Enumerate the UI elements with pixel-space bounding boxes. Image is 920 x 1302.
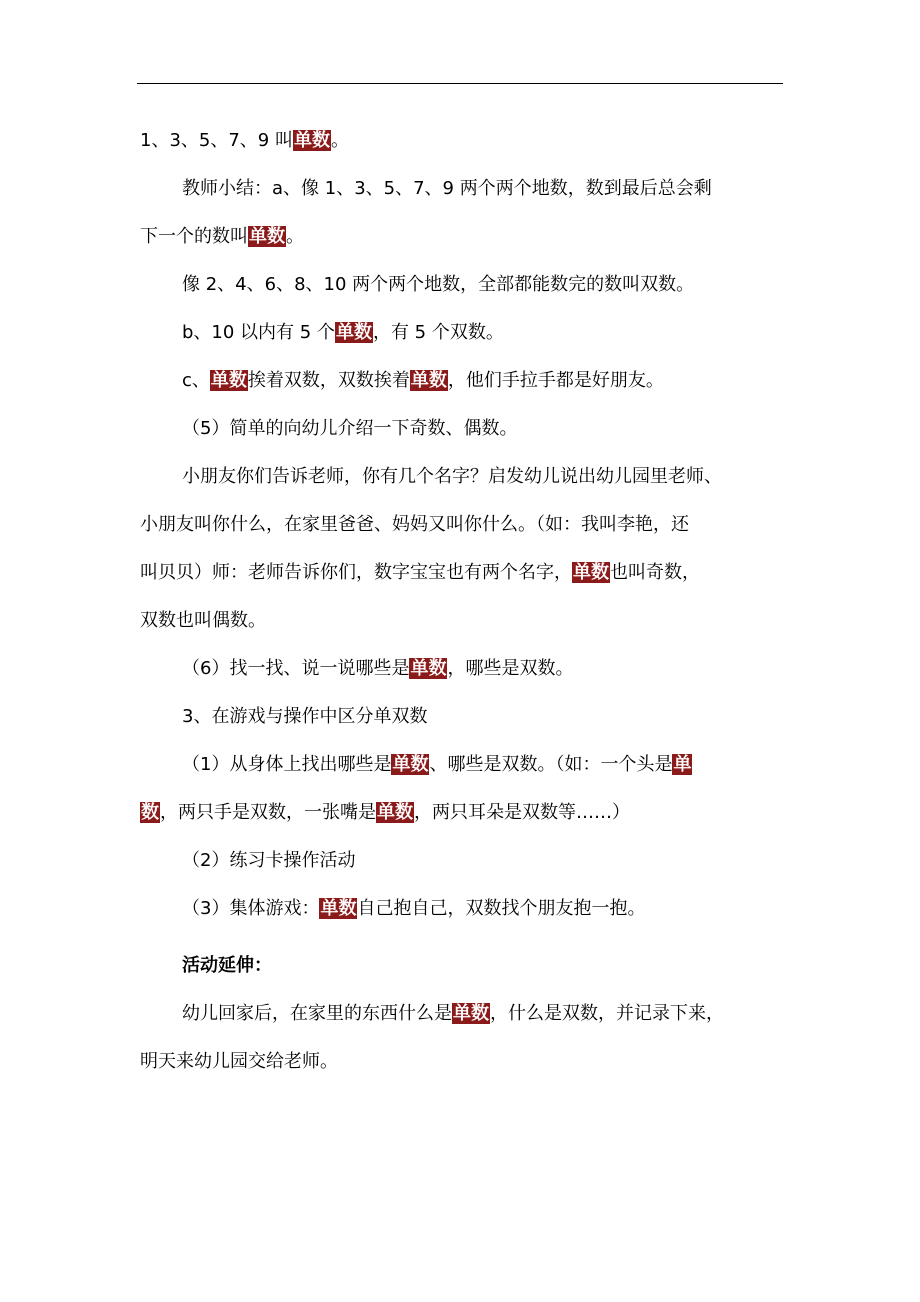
paragraph-line (140, 1038, 785, 1086)
heading-text: 活动延伸： (182, 955, 272, 976)
section-heading (140, 942, 785, 990)
text-run: 3、在游戏与操作中区分单双数 (182, 706, 428, 727)
text-run: （2）练习卡操作活动 (182, 850, 356, 871)
highlighted-term: 单数 (410, 370, 447, 391)
text-run: 教师小结：a、像 1、3、5、7、9 两个两个地数，数到最后总会剩 (182, 178, 712, 199)
spacer (140, 933, 785, 942)
text-run: （1）从身体上找出哪些是 (182, 754, 392, 775)
paragraph-line (140, 357, 785, 405)
text-run: （6）找一找、说一说哪些是 (182, 658, 410, 679)
paragraph-line (140, 885, 785, 933)
paragraph-line (140, 837, 785, 885)
paragraph-line (140, 261, 785, 309)
highlighted-term: 单数 (320, 898, 357, 919)
highlighted-term-second-char: 数 (141, 802, 159, 823)
text-run: ，他们手拉手都是好朋友。 (447, 370, 664, 391)
text-run: 小朋友叫你什么，在家里爸爸、妈妈又叫你什么。（如：我叫李艳，还 (140, 514, 689, 535)
text-run: 挨着双数，双数挨着 (247, 370, 410, 391)
highlighted-term: 单数 (210, 370, 247, 391)
text-run: （3）集体游戏： (182, 898, 320, 919)
paragraph-line (140, 213, 785, 261)
text-run: 幼儿回家后，在家里的东西什么是 (182, 1003, 452, 1024)
text-run: ，有 5 个双数。 (372, 322, 504, 343)
text-run: 像 2、4、6、8、10 两个两个地数，全部都能数完的数叫双数。 (182, 274, 695, 295)
document-body (140, 117, 785, 1086)
paragraph-line (140, 405, 785, 453)
highlighted-term: 单数 (392, 754, 429, 775)
text-run: 双数也叫偶数。 (140, 610, 266, 631)
paragraph-line (140, 165, 785, 213)
paragraph-line (140, 693, 785, 741)
paragraph-line (140, 453, 785, 501)
text-run: ，什么是双数，并记录下来， (490, 1003, 724, 1024)
paragraph-line (140, 549, 785, 597)
paragraph-line (140, 741, 785, 789)
text-run: 1、3、5、7、9 叫 (140, 130, 293, 151)
highlighted-term: 单数 (410, 658, 447, 679)
text-run: （5）简单的向幼儿介绍一下奇数、偶数。 (182, 418, 518, 439)
text-run: 明天来幼儿园交给老师。 (140, 1051, 338, 1072)
paragraph-line (140, 597, 785, 645)
text-run: b、10 以内有 5 个 (182, 322, 335, 343)
text-run: 小朋友你们告诉老师，你有几个名字？启发幼儿说出幼儿园里老师、 (182, 466, 722, 487)
highlighted-term: 单数 (249, 226, 285, 247)
text-run: ，两只耳朵是双数等……） (414, 802, 630, 823)
highlighted-term-first-char: 单 (673, 754, 692, 775)
text-run: 。 (330, 130, 349, 151)
text-run: ，哪些是双数。 (447, 658, 574, 679)
text-run: 自己抱自己，双数找个朋友抱一抱。 (357, 898, 646, 919)
text-run: 、哪些是双数。（如：一个头是 (429, 754, 673, 775)
highlighted-term: 单数 (293, 130, 330, 151)
text-run: 也叫奇数， (610, 562, 700, 583)
paragraph-line (140, 990, 785, 1038)
highlighted-term: 单数 (335, 322, 372, 343)
text-run: 。 (286, 226, 304, 247)
paragraph-line (140, 501, 785, 549)
paragraph-line (140, 645, 785, 693)
text-run: ，两只手是双数，一张嘴是 (160, 802, 376, 823)
text-run: c、 (182, 370, 210, 391)
text-run: 叫贝贝）师：老师告诉你们，数字宝宝也有两个名字， (140, 562, 572, 583)
highlighted-term: 单数 (377, 802, 413, 823)
highlighted-term: 单数 (453, 1003, 489, 1024)
paragraph-line (140, 789, 785, 837)
text-run: 下一个的数叫 (140, 226, 248, 247)
paragraph-line (140, 309, 785, 357)
highlighted-term: 单数 (573, 562, 609, 583)
header-rule (137, 83, 783, 84)
paragraph-line (140, 117, 785, 165)
